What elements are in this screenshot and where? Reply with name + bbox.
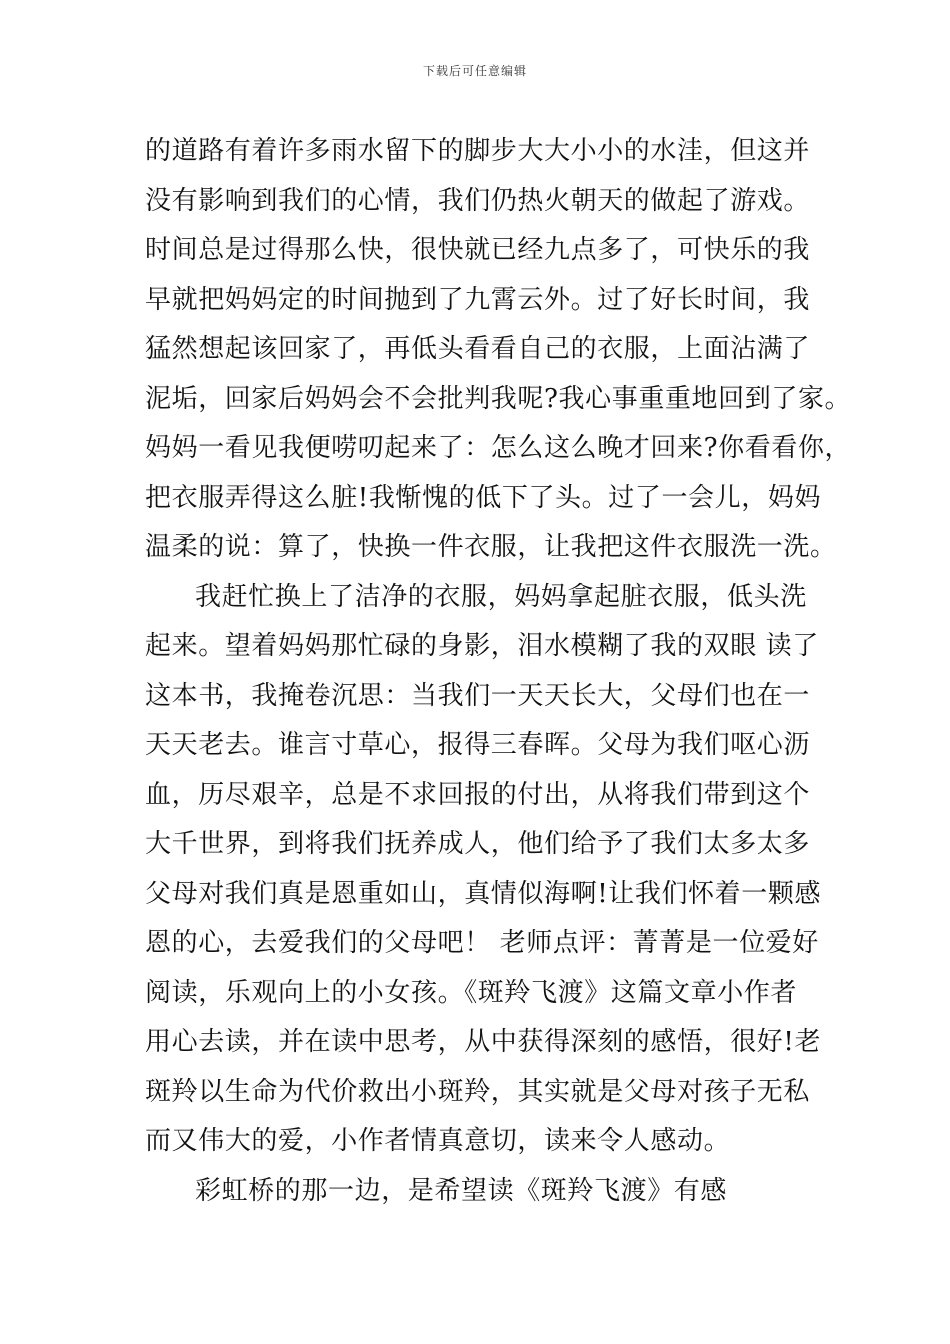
section-title-line: 彩虹桥的那一边，是希望读《斑羚飞渡》有感 [195,1175,728,1206]
text-line: 把衣服弄得这么脏!我惭愧的低下了头。过了一会儿，妈妈 [145,482,822,513]
paragraph-start-line: 我赶忙换上了洁净的衣服，妈妈拿起脏衣服，低头洗 [195,581,807,612]
text-line: 血，历尽艰辛，总是不求回报的付出，从将我们带到这个 [145,779,811,810]
text-line: 阅读，乐观向上的小女孩。《斑羚飞渡》这篇文章小作者 [145,977,798,1008]
text-line: 泥垢，回家后妈妈会不会批判我呢?我心事重重地回到了家。 [145,383,852,414]
text-line: 大千世界，到将我们抚养成人，他们给予了我们太多太多 [145,829,811,859]
text-line: 斑羚以生命为代价救出小斑羚，其实就是父母对孩子无私 [145,1076,811,1107]
text-line: 恩的心，去爱我们的父母吧！ 老师点评：菁菁是一位爱好 [145,928,819,958]
text-line: 猛然想起该回家了，再低头看看自己的衣服，上面沾满了 [145,334,811,364]
text-line: 早就把妈妈定的时间抛到了九霄云外。过了好长时间，我 [145,284,811,315]
text-line: 没有影响到我们的心情，我们仍热火朝天的做起了游戏。 [145,185,811,216]
text-line: 妈妈一看见我便唠叨起来了：怎么这么晚才回来?你看看你， [145,433,852,463]
text-line: 的道路有着许多雨水留下的脚步大大小小的水洼，但这并 [145,136,811,166]
text-line: 温柔的说：算了，快换一件衣服，让我把这件衣服洗一洗。 [145,532,837,562]
text-line: 用心去读，并在读中思考，从中获得深刻的感悟，很好!老 [145,1027,822,1057]
text-line: 起来。望着妈妈那忙碌的身影，泪水模糊了我的双眼 读了 [145,631,819,661]
text-line: 这本书，我掩卷沉思：当我们一天天长大，父母们也在一 [145,680,811,711]
text-line: 时间总是过得那么快，很快就已经九点多了，可快乐的我 [145,235,811,265]
text-line: 天天老去。谁言寸草心，报得三春晖。父母为我们呕心沥 [145,730,811,760]
text-line: 而又伟大的爱，小作者情真意切，读来令人感动。 [145,1126,731,1156]
page-header: 下载后可任意编辑 [422,64,527,78]
body-text [145,127,852,1216]
text-line: 父母对我们真是恩重如山，真情似海啊!让我们怀着一颗感 [145,878,822,909]
